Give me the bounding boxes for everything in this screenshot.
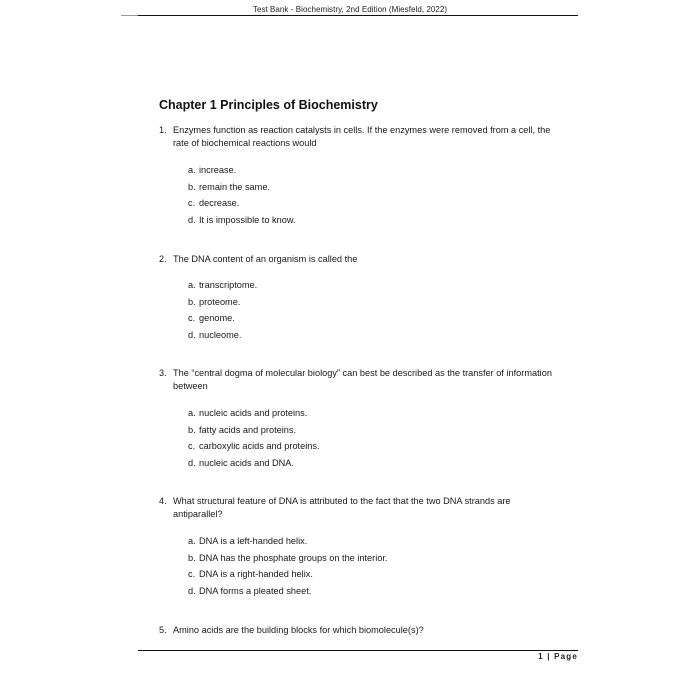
question-number: 1.	[159, 125, 167, 135]
question-text: The DNA content of an organism is called the	[173, 254, 358, 264]
answer-option	[188, 310, 559, 327]
option-letter: b.	[188, 424, 196, 435]
answer-option	[188, 405, 559, 422]
option-text: nucleic acids and DNA.	[199, 457, 294, 468]
question-text: The “central dogma of molecular biology” can best be described as the transfer of information between	[173, 368, 552, 391]
option-letter: c.	[188, 198, 196, 208]
option-letter: d.	[188, 214, 196, 225]
page-number: 1 | Page	[538, 652, 578, 661]
option-text: proteome.	[199, 296, 241, 307]
option-letter: c.	[188, 441, 196, 451]
option-text: fatty acids and proteins.	[199, 424, 297, 435]
answer-option	[188, 422, 559, 439]
option-letter: b.	[188, 296, 196, 307]
question-4	[159, 495, 559, 599]
header-rule	[138, 15, 578, 16]
answer-option	[188, 195, 559, 212]
answer-option	[188, 550, 559, 567]
option-text: increase.	[199, 165, 237, 175]
option-letter: a.	[188, 408, 196, 418]
question-5	[159, 624, 559, 637]
question-stem	[159, 367, 559, 393]
option-letter: c.	[188, 569, 196, 579]
question-number: 4.	[159, 496, 167, 506]
question-1	[159, 124, 559, 228]
answer-option	[188, 162, 559, 179]
option-letter: d.	[188, 457, 196, 468]
question-stem	[159, 624, 559, 637]
answer-options	[159, 277, 559, 343]
question-stem	[159, 253, 559, 266]
answer-options	[159, 405, 559, 471]
question-2	[159, 253, 559, 343]
question-number: 3.	[159, 368, 167, 378]
answer-option	[188, 566, 559, 583]
option-letter: b.	[188, 181, 196, 192]
answer-option	[188, 294, 559, 311]
option-letter: a.	[188, 165, 196, 175]
option-text: carboxylic acids and proteins.	[199, 441, 320, 451]
answer-option	[188, 533, 559, 550]
footer-rule	[138, 650, 578, 651]
option-text: DNA is a left-handed helix.	[199, 536, 308, 546]
answer-option	[188, 583, 559, 600]
option-letter: a.	[188, 536, 196, 546]
running-header: Test Bank - Biochemistry, 2nd Edition (Miesfeld, 2022)	[252, 5, 448, 14]
question-text: Enzymes function as reaction catalysts in cells. If the enzymes were removed from a cell, the rate of biochemical reactions would	[173, 125, 551, 148]
answer-option	[188, 179, 559, 196]
option-letter: b.	[188, 552, 196, 563]
option-letter: c.	[188, 313, 196, 323]
answer-options	[159, 533, 559, 599]
question-3	[159, 367, 559, 471]
option-text: decrease.	[199, 198, 240, 208]
option-text: nucleome.	[199, 329, 242, 340]
question-stem	[159, 495, 559, 521]
option-text: transcriptome.	[199, 280, 258, 290]
question-number: 2.	[159, 254, 167, 264]
option-text: genome.	[199, 313, 235, 323]
option-text: DNA has the phosphate groups on the interior.	[199, 552, 388, 563]
answer-option	[188, 327, 559, 344]
answer-option	[188, 277, 559, 294]
option-text: DNA forms a pleated sheet.	[199, 585, 312, 596]
option-text: remain the same.	[199, 181, 270, 192]
header-rule-stub	[121, 15, 138, 16]
option-text: DNA is a right-handed helix.	[199, 569, 313, 579]
answer-options	[159, 162, 559, 228]
chapter-title: Chapter 1 Principles of Biochemistry	[159, 98, 378, 112]
option-text: nucleic acids and proteins.	[199, 408, 308, 418]
question-text: Amino acids are the building blocks for which biomolecule(s)?	[173, 625, 424, 635]
option-letter: a.	[188, 280, 196, 290]
question-stem	[159, 124, 559, 150]
option-letter: d.	[188, 329, 196, 340]
option-text: It is impossible to know.	[199, 214, 296, 225]
answer-option	[188, 455, 559, 472]
option-letter: d.	[188, 585, 196, 596]
answer-option	[188, 438, 559, 455]
question-text: What structural feature of DNA is attributed to the fact that the two DNA strands are antiparallel?	[173, 496, 511, 519]
question-number: 5.	[159, 625, 167, 635]
answer-option	[188, 212, 559, 229]
